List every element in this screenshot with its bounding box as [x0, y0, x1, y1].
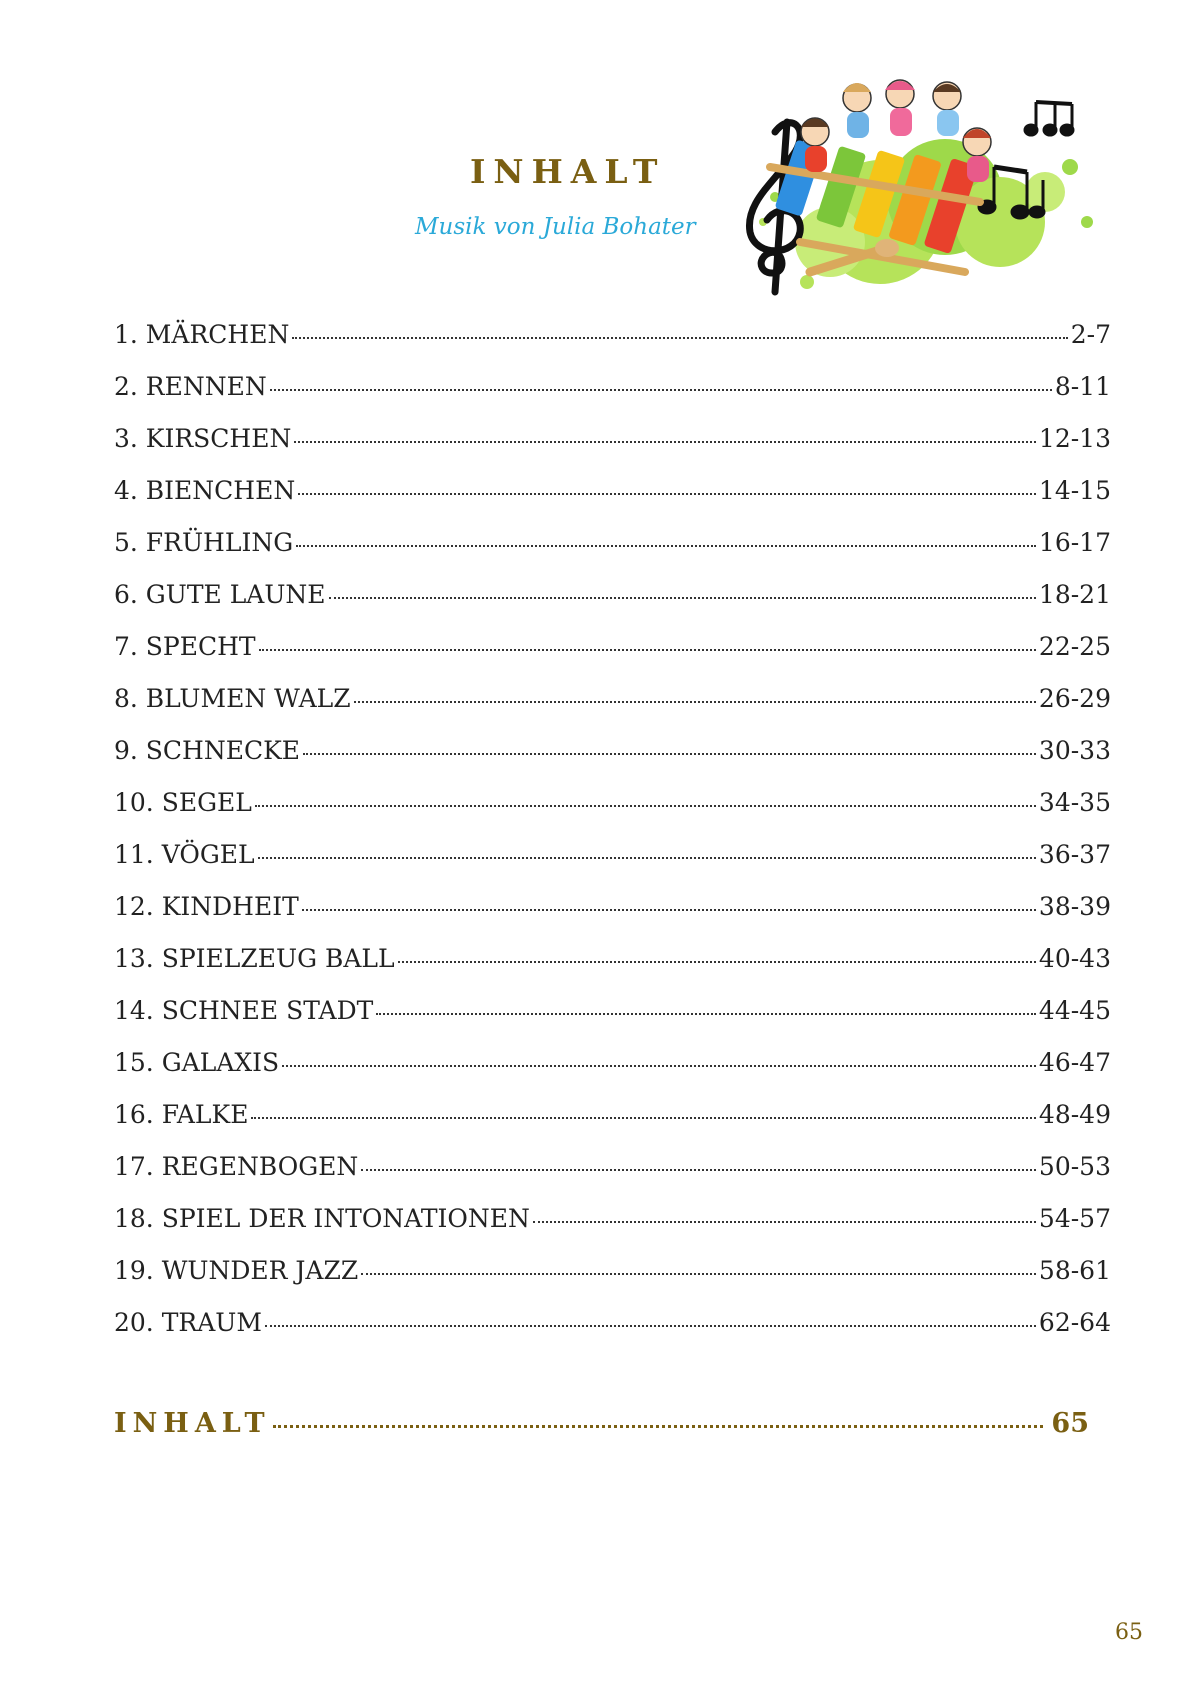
- toc-summary-pages: 65: [1051, 1408, 1089, 1439]
- dot-leader: [251, 1117, 1035, 1119]
- toc-entry-title: 6. GUTE LAUNE: [114, 580, 326, 609]
- children-xylophone-music-illustration: [715, 72, 1125, 307]
- toc-summary-label: INHALT: [114, 1408, 271, 1439]
- toc-entry-pages: 14-15: [1038, 476, 1111, 505]
- toc-entry-pages: 22-25: [1038, 632, 1111, 661]
- toc-entry-title: 13. SPIELZEUG BALL: [114, 944, 395, 973]
- toc-entry-title: 3. KIRSCHEN: [114, 424, 292, 453]
- toc-entry-title: 15. GALAXIS: [114, 1048, 280, 1077]
- toc-entry[interactable]: [114, 1150, 1111, 1202]
- toc-entry[interactable]: [114, 1098, 1111, 1150]
- dot-leader: [270, 389, 1052, 391]
- page-subtitle: Musik von Julia Bohater: [415, 214, 696, 240]
- toc-entry[interactable]: [114, 422, 1111, 474]
- toc-summary-row[interactable]: [114, 1408, 1089, 1439]
- dot-leader: [354, 701, 1036, 703]
- toc-entry[interactable]: [114, 942, 1111, 994]
- dot-leader: [298, 493, 1036, 495]
- toc-entry[interactable]: [114, 1202, 1111, 1254]
- dot-leader: [258, 857, 1036, 859]
- dot-leader: [265, 1325, 1036, 1327]
- toc-entry[interactable]: [114, 630, 1111, 682]
- toc-entry-title: 9. SCHNECKE: [114, 736, 301, 765]
- toc-entry-pages: 12-13: [1038, 424, 1111, 453]
- toc-entry[interactable]: [114, 1254, 1111, 1306]
- dot-leader: [273, 1425, 1044, 1428]
- toc-entry-title: 5. FRÜHLING: [114, 528, 294, 557]
- toc-entry[interactable]: [114, 786, 1111, 838]
- toc-entry-pages: 48-49: [1038, 1100, 1111, 1129]
- dot-leader: [282, 1065, 1036, 1067]
- toc-entry-pages: 62-64: [1038, 1308, 1111, 1337]
- toc-entry-title: 16. FALKE: [114, 1100, 249, 1129]
- dot-leader: [255, 805, 1036, 807]
- toc-entry-pages: 36-37: [1038, 840, 1111, 869]
- dot-leader: [361, 1273, 1036, 1275]
- toc-entry-title: 7. SPECHT: [114, 632, 256, 661]
- dot-leader: [533, 1221, 1036, 1223]
- toc-entry[interactable]: [114, 370, 1111, 422]
- page-number: 65: [1115, 1620, 1143, 1645]
- toc-entry[interactable]: [114, 734, 1111, 786]
- toc-entry-title: 19. WUNDER JAZZ: [114, 1256, 359, 1285]
- toc-entry-title: 12. KINDHEIT: [114, 892, 299, 921]
- toc-entry-title: 18. SPIEL DER INTONATIONEN: [114, 1204, 530, 1233]
- toc-entry[interactable]: [114, 474, 1111, 526]
- page-title: INHALT: [470, 152, 666, 191]
- toc-entry-pages: 46-47: [1038, 1048, 1111, 1077]
- toc-entry-pages: 58-61: [1038, 1256, 1111, 1285]
- toc-entry[interactable]: [114, 1306, 1111, 1358]
- dot-leader: [292, 337, 1067, 339]
- toc-entry-pages: 54-57: [1038, 1204, 1111, 1233]
- toc-entry-pages: 30-33: [1038, 736, 1111, 765]
- toc-entry[interactable]: [114, 578, 1111, 630]
- dot-leader: [398, 961, 1036, 963]
- toc-entry-title: 8. BLUMEN WALZ: [114, 684, 351, 713]
- toc-entry[interactable]: [114, 1046, 1111, 1098]
- toc-entry[interactable]: [114, 838, 1111, 890]
- toc-entry-pages: 16-17: [1038, 528, 1111, 557]
- dot-leader: [302, 909, 1036, 911]
- toc-entry-title: 1. MÄRCHEN: [114, 320, 290, 349]
- toc-entry-pages: 44-45: [1038, 996, 1111, 1025]
- dot-leader: [329, 597, 1036, 599]
- toc-entry-title: 17. REGENBOGEN: [114, 1152, 359, 1181]
- dot-leader: [294, 441, 1036, 443]
- toc-entry[interactable]: [114, 318, 1111, 370]
- toc-entry[interactable]: [114, 890, 1111, 942]
- toc-entry-title: 11. VÖGEL: [114, 840, 255, 869]
- dot-leader: [303, 753, 1036, 755]
- dot-leader: [361, 1169, 1036, 1171]
- dot-leader: [296, 545, 1036, 547]
- dot-leader: [259, 649, 1036, 651]
- toc-entry-pages: 26-29: [1038, 684, 1111, 713]
- toc-entry-title: 10. SEGEL: [114, 788, 252, 817]
- toc-entry-pages: 18-21: [1038, 580, 1111, 609]
- toc-entry-pages: 8-11: [1054, 372, 1111, 401]
- toc-entry-pages: 2-7: [1070, 320, 1111, 349]
- toc-entry-pages: 50-53: [1038, 1152, 1111, 1181]
- toc-entry[interactable]: [114, 526, 1111, 578]
- toc-entry-title: 2. RENNEN: [114, 372, 267, 401]
- toc-entry-pages: 34-35: [1038, 788, 1111, 817]
- toc-entry-pages: 38-39: [1038, 892, 1111, 921]
- dot-leader: [376, 1013, 1036, 1015]
- table-of-contents: [114, 318, 1111, 1358]
- toc-entry[interactable]: [114, 994, 1111, 1046]
- toc-entry-pages: 40-43: [1038, 944, 1111, 973]
- toc-entry-title: 14. SCHNEE STADT: [114, 996, 374, 1025]
- toc-entry-title: 4. BIENCHEN: [114, 476, 296, 505]
- toc-entry[interactable]: [114, 682, 1111, 734]
- toc-entry-title: 20. TRAUM: [114, 1308, 262, 1337]
